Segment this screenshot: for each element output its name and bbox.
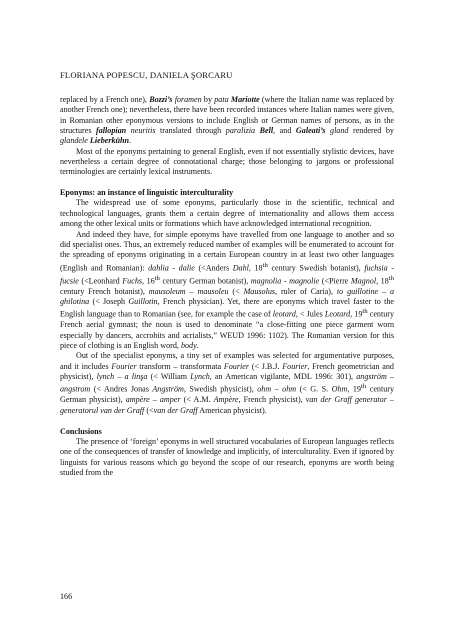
- running-header: FLORIANA POPESCU, DANIELA ŞORCARU: [60, 70, 233, 80]
- paragraph: replaced by a French one), Bozzi’s foramen by pata Mariotte (where the Italian name was replaced by another French one); nevertheless, there have been recorded instances where Italian names were given, in Romanian other eponymous versions to include English or German names of persons, as in the structures fallopian neuritis translated through paralizia Bell, and Galeati’s gland rendered by glandele Lieberkühn.: [60, 95, 395, 146]
- section-heading: Conclusions: [60, 426, 102, 436]
- body-text: [60, 95, 394, 478]
- paragraph: The widespread use of some eponyms, particularly those in the scientific, technical and technological languages, grants them a certain degree of internationality and allows them access among the other lexical units or formations which have acknowledged international recognition.: [60, 198, 394, 229]
- paragraph: Out of the specialist eponyms, a tiny set of examples was selected for argumentative purposes, and it includes Fourier transform – transformata Fourier (< J.B.J. Fourier, French geometrician and physicist), lynch – a linşa (< William Lynch, an American vigilante, MDL 1996: 301), angström – angstrom (< Andres Jonas Angström, Swedish physicist), ohm – ohm (< G. S. Ohm, 19th century German physicist), ampère – amper (< A.M. Ampère, French physicist), van der Graff generator – generatorul van der Graff (<van der Graff American physicist).: [60, 351, 394, 415]
- paragraph: The presence of ‘foreign’ eponyms in well structured vocabularies of European languages reflects one of the consequences of transfer of knowledge and implicitly, of interculturality. Even if ignored by linguists for various reasons which go beyond the scope of our research, eponyms are worth being studied from the: [60, 436, 394, 477]
- paragraph: And indeed they have, for simple eponyms have travelled from one language to another and so did specialist ones. Thus, an extremely reduced number of examples will be enumerated to account for the spreading of eponyms originating in a certain European country in at least two other languages (English and Romanian): dahlia - dalie (<Anders Dahl, 18th century Swedish botanist), fuchsia - fucsie (<Leonhard Fuchs, 16th century German botanist), magnolia - magnolie (<Pierre Magnol, 18th century French botanist), mausoleum – mausoleu (< Mausolus, ruler of Caria), to guillotine – a ghilotina (< Joseph Guillotin, French physician). Yet, there are eponyms which travel faster to the English language than to Romanian (see, for example the case of leotard, < Jules Leotard, 19th century French aerial gymnast; the noun is used to denominate “a close-fitting one piece garment worn especially by dancers, accrobits and acrialists,” WEUD 1996: 1102). The Romanian version for this piece of clothing is an English word, body.: [60, 229, 395, 351]
- page-number: 166: [60, 592, 73, 601]
- section-heading: Eponyms: an instance of linguistic interculturality: [60, 188, 234, 198]
- paragraph: Most of the eponyms pertaining to general English, even if not essentially stylistic devices, have nevertheless a certain degree of connotational charge; those belonging to jargons or professional terminologies are certainly lexical instruments.: [60, 146, 394, 177]
